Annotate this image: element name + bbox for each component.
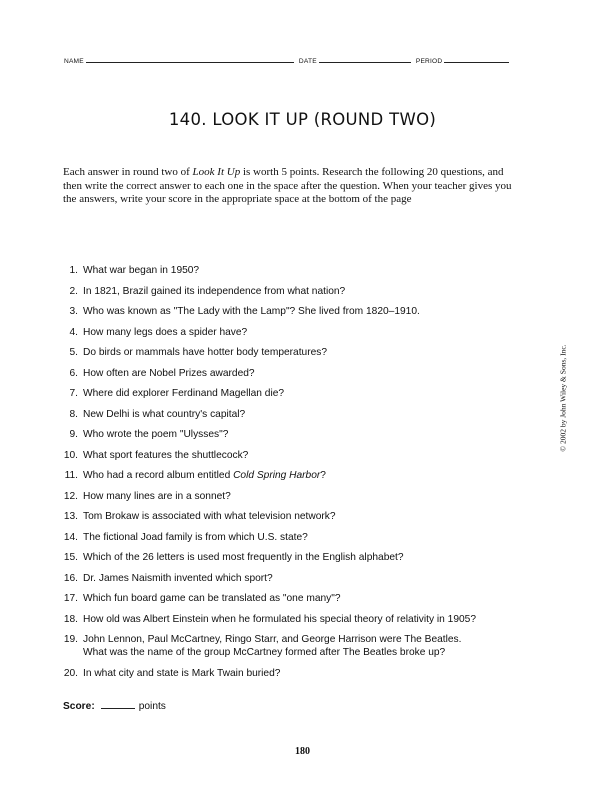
question-item — [63, 408, 543, 429]
question-text: Who was known as "The Lady with the Lamp"? She lived from 1820–1910. — [83, 306, 420, 317]
question-text-end: ? — [320, 470, 326, 481]
date-label: DATE — [298, 58, 317, 65]
question-item — [63, 326, 543, 347]
question-number: 15. — [63, 552, 78, 563]
student-info-header — [64, 56, 534, 65]
question-number: 3. — [69, 306, 78, 317]
album-title: Cold Spring Harbor — [233, 470, 321, 481]
question-item — [63, 305, 543, 326]
question-number: 5. — [69, 347, 78, 358]
score-label: Score: — [63, 701, 95, 712]
score-line — [63, 699, 166, 712]
question-text: What war began in 1950? — [83, 265, 200, 276]
question-item — [63, 613, 543, 634]
question-item — [63, 572, 543, 593]
question-item — [63, 264, 543, 285]
question-text: How many lines are in a sonnet? — [83, 490, 231, 502]
instructions-italic-title: Look It Up — [192, 166, 241, 178]
question-text: Who wrote the poem "Ulysses"? — [83, 429, 229, 440]
question-text: In 1821, Brazil gained its independence from what nation? — [83, 285, 346, 297]
question-text: New Delhi is what country's capital? — [83, 408, 246, 420]
question-text: John Lennon, Paul McCartney, Ringo Starr, and George Harrison were The Beatles. — [83, 634, 462, 645]
name-blank — [86, 56, 294, 63]
score-unit: points — [138, 701, 166, 712]
copyright-notice: © 2002 by John Wiley & Sons, Inc. — [558, 344, 568, 452]
question-number: 13. — [63, 511, 78, 522]
question-item — [63, 510, 543, 531]
question-number: 6. — [69, 367, 78, 379]
name-label: NAME — [64, 58, 84, 65]
question-item — [63, 469, 543, 490]
page-number: 180 — [295, 746, 310, 757]
question-text: How old was Albert Einstein when he formulated his special theory of relativity in 1905? — [83, 613, 476, 625]
question-number: 16. — [63, 572, 78, 584]
question-item — [63, 346, 543, 367]
question-list — [63, 264, 543, 687]
question-number: 19. — [63, 634, 78, 645]
question-text: In what city and state is Mark Twain buried? — [83, 667, 281, 679]
period-blank — [444, 56, 509, 63]
question-item — [63, 449, 543, 470]
question-number: 9. — [69, 429, 78, 440]
question-item — [63, 667, 543, 688]
question-item — [63, 387, 543, 408]
question-item — [63, 592, 543, 613]
question-text: Do birds or mammals have hotter body temperatures? — [83, 347, 328, 358]
question-item — [63, 551, 543, 572]
question-number: 14. — [63, 531, 78, 543]
page-title: 140. LOOK IT UP (ROUND TWO) — [168, 110, 437, 129]
question-number: 2. — [69, 285, 78, 297]
question-text-continued: What was the name of the group McCartney formed after The Beatles broke up? — [83, 647, 446, 658]
question-text: The fictional Joad family is from which U.S. state? — [83, 531, 308, 543]
question-number: 12. — [63, 490, 78, 502]
question-text: What sport features the shuttlecock? — [83, 449, 249, 461]
question-text: How often are Nobel Prizes awarded? — [83, 367, 255, 379]
question-number: 17. — [63, 593, 78, 604]
question-number: 1. — [69, 265, 78, 276]
question-item — [63, 633, 543, 667]
question-text: How many legs does a spider have? — [83, 326, 248, 338]
question-number: 18. — [63, 613, 78, 625]
question-number: 20. — [63, 667, 78, 679]
question-number: 8. — [69, 408, 78, 420]
question-number: 7. — [69, 388, 78, 399]
question-text: Where did explorer Ferdinand Magellan die? — [83, 388, 285, 399]
question-number: 10. — [63, 449, 78, 461]
question-text: Dr. James Naismith invented which sport? — [83, 572, 273, 584]
question-text-start: Who had a record album entitled — [83, 470, 234, 481]
question-text: Tom Brokaw is associated with what television network? — [83, 511, 336, 522]
instructions-paragraph — [63, 166, 523, 207]
question-item — [63, 367, 543, 388]
question-text — [83, 469, 543, 482]
question-item — [63, 285, 543, 306]
question-item — [63, 428, 543, 449]
instructions-text-start: Each answer in round two of — [63, 166, 193, 178]
date-blank — [319, 56, 411, 63]
score-blank — [101, 699, 135, 709]
question-text: Which fun board game can be translated as "one many"? — [83, 593, 341, 604]
question-item — [63, 531, 543, 552]
period-label: PERIOD — [415, 58, 443, 65]
question-item — [63, 490, 543, 511]
question-number: 11. — [64, 470, 78, 481]
question-text: Which of the 26 letters is used most frequently in the English alphabet? — [83, 552, 404, 563]
question-number: 4. — [69, 326, 78, 338]
instructions-text-end: is worth 5 points. Research the following 20 questions, and then write the correct answer to each one in the space after the question. When your teacher gives you the answers, write your score in the appropriate space at the bottom of the page — [63, 166, 512, 206]
